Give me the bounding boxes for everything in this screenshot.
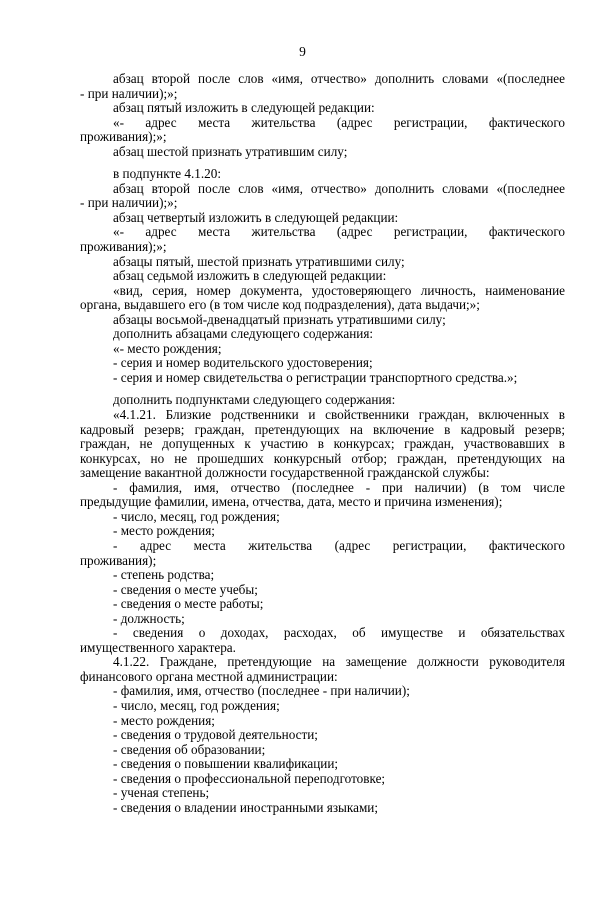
text-line: - место рождения; bbox=[113, 523, 215, 539]
text-line: - адрес места жительства (адрес регистрации, фактического bbox=[113, 537, 565, 553]
text-line: органа, выдавшего его (в том числе код подразделения), дата выдачи;»; bbox=[80, 297, 480, 313]
text-line: замещение вакантной должности государственной гражданской службы: bbox=[80, 465, 490, 481]
text-line: 4.1.22. Граждане, претендующие на замещение должности руководителя bbox=[113, 654, 565, 670]
text-line: «- место рождения; bbox=[113, 340, 222, 356]
text-line: - сведения о повышении квалификации; bbox=[113, 756, 339, 772]
text-line: кадровый резерв; граждан, претендующих на включение в кадровый резерв; bbox=[80, 421, 565, 437]
text-line: - при наличии);»; bbox=[80, 85, 178, 101]
page-number: 9 bbox=[299, 44, 306, 59]
text-line: проживания);»; bbox=[80, 239, 167, 255]
text-line: конкурсах, но не прошедших конкурсный отбор; граждан, претендующих на bbox=[80, 450, 565, 466]
text-line: в подпункте 4.1.20: bbox=[113, 166, 221, 182]
text-line: абзацы пятый, шестой признать утратившими силу; bbox=[113, 253, 405, 269]
text-line: «- адрес места жительства (адрес регистрации, фактического bbox=[113, 224, 565, 240]
text-line: - сведения о трудовой деятельности; bbox=[113, 727, 318, 743]
text-line: - фамилия, имя, отчество (последнее - при наличии); bbox=[113, 683, 410, 699]
text-line: абзац четвертый изложить в следующей редакции: bbox=[113, 209, 399, 225]
text-line: «4.1.21. Близкие родственники и свойственники граждан, включенных в bbox=[113, 407, 565, 423]
text-line: - число, месяц, год рождения; bbox=[113, 508, 280, 524]
text-line: - сведения о владении иностранными языками; bbox=[113, 799, 379, 815]
text-line: «вид, серия, номер документа, удостоверяющего личность, наименование bbox=[113, 282, 565, 298]
text-line: абзацы восьмой-двенадцатый признать утратившими силу; bbox=[113, 311, 446, 327]
text-line: абзац седьмой изложить в следующей редакции: bbox=[113, 268, 387, 284]
text-line: - сведения о месте учебы; bbox=[113, 581, 258, 597]
text-line: граждан, не допущенных к участию в конкурсах; граждан, участвовавших в bbox=[80, 436, 565, 452]
text-line: - серия и номер водительского удостоверения; bbox=[113, 355, 373, 371]
text-line: имущественного характера. bbox=[80, 639, 236, 655]
text-line: предыдущие фамилии, имена, отчества, дата, место и причина изменения); bbox=[80, 494, 503, 510]
text-line: - серия и номер свидетельства о регистрации транспортного средства.»; bbox=[113, 369, 518, 385]
text-line: дополнить абзацами следующего содержания: bbox=[113, 326, 374, 342]
text-line: абзац пятый изложить в следующей редакции: bbox=[113, 100, 375, 116]
text-line: - фамилия, имя, отчество (последнее - при наличии) (в том числе bbox=[113, 479, 565, 495]
text-line: - при наличии);»; bbox=[80, 195, 178, 211]
text-line: проживания); bbox=[80, 552, 157, 568]
text-line: - сведения о доходах, расходах, об имуществе и обязательствах bbox=[113, 625, 565, 641]
text-line: абзац шестой признать утратившим силу; bbox=[113, 143, 348, 159]
text-line: - число, месяц, год рождения; bbox=[113, 697, 280, 713]
text-line: - сведения об образовании; bbox=[113, 741, 266, 757]
text-line: - должность; bbox=[113, 610, 185, 626]
text-line: - сведения о профессиональной переподготовке; bbox=[113, 770, 386, 786]
document-body bbox=[80, 72, 565, 815]
text-line: - степень родства; bbox=[113, 567, 215, 583]
text-line: - сведения о месте работы; bbox=[113, 596, 264, 612]
text-line: абзац второй после слов «имя, отчество» дополнить словами «(последнее bbox=[113, 180, 565, 196]
text-line: дополнить подпунктами следующего содержания: bbox=[113, 392, 396, 408]
text-line: абзац второй после слов «имя, отчество» дополнить словами «(последнее bbox=[113, 71, 565, 86]
text-line: проживания);»; bbox=[80, 129, 167, 145]
text-line: - ученая степень; bbox=[113, 785, 210, 801]
text-line: - место рождения; bbox=[113, 712, 215, 728]
text-line: финансового органа местной администрации: bbox=[80, 668, 338, 684]
text-line: «- адрес места жительства (адрес регистрации, фактического bbox=[113, 114, 565, 130]
